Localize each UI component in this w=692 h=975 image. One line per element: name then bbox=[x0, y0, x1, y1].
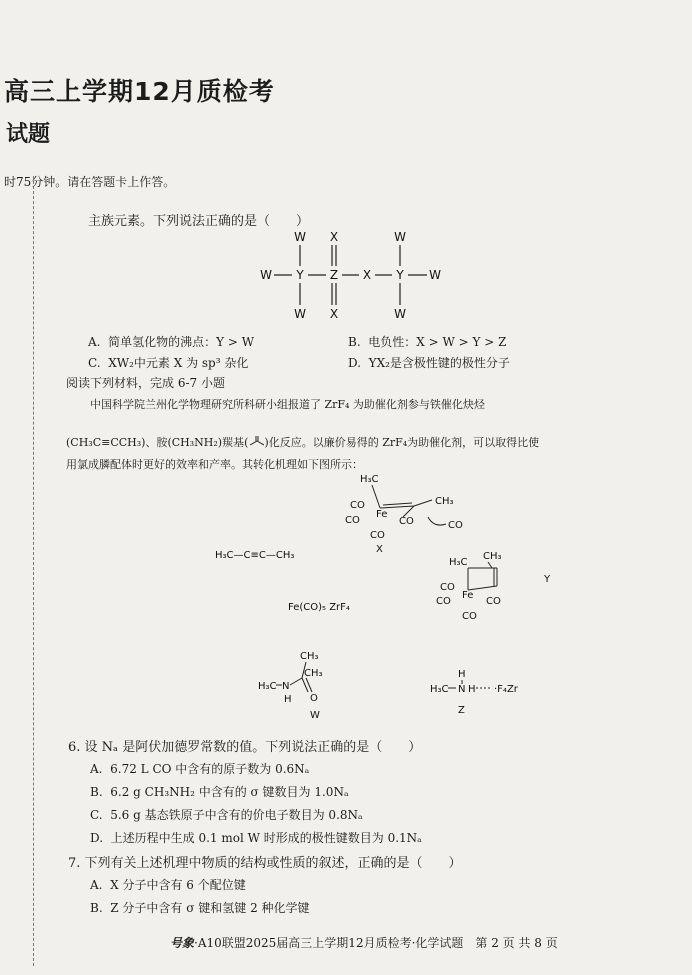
x-co-2: CO bbox=[345, 515, 360, 526]
y-ch3-left: H₃C bbox=[449, 557, 468, 568]
atom-w-top-right: W bbox=[394, 230, 406, 244]
z-h-top: H bbox=[458, 669, 466, 680]
y-co-2: CO bbox=[436, 596, 451, 607]
q5-stem: 主族元素。下列说法正确的是（ ） bbox=[88, 214, 310, 229]
x-co-3: CO bbox=[399, 516, 414, 527]
y-co-3: CO bbox=[486, 596, 501, 607]
label-z: Z bbox=[458, 705, 465, 716]
z-h3c: H₃C bbox=[430, 684, 449, 695]
passage-intro: 阅读下列材料，完成 6-7 小题 bbox=[66, 376, 225, 390]
passage-line-2: (CH₃C≡CCH₃)、胺(CH₃NH₂)羰基( )化反应。以廉价易得的 ZrF₄为助催化剂，可以取得比使 bbox=[66, 433, 539, 450]
label-x: X bbox=[376, 544, 383, 555]
z-zr: ·F₄Zr bbox=[494, 684, 518, 695]
atom-y-left: Y bbox=[296, 268, 304, 282]
q6-option-c: C. 5.6 g 基态铁原子中含有的价电子数目为 0.8Nₐ bbox=[90, 808, 363, 822]
atom-w-bottom-left: W bbox=[294, 307, 306, 321]
passage-line-1: 中国科学院兰州化学物理研究所科研小组报道了 ZrF₄ 为助催化剂参与铁催化炔烃 bbox=[90, 398, 485, 411]
q6-stem: 6. 设 Nₐ 是阿伏加德罗常数的值。下列说法正确的是（ ） bbox=[68, 740, 422, 755]
x-co-1: CO bbox=[350, 500, 365, 511]
page-footer bbox=[170, 934, 558, 951]
q5-option-b: B. 电负性：X > W > Y > Z bbox=[348, 335, 507, 349]
y-fe: Fe bbox=[462, 590, 474, 601]
binding-margin-line bbox=[33, 176, 34, 966]
q7-stem: 7. 下列有关上述机理中物质的结构或性质的叙述，正确的是（ ） bbox=[68, 856, 462, 871]
label-w: W bbox=[310, 710, 320, 721]
w-o: O bbox=[310, 693, 318, 704]
x-ch3-right: CH₃ bbox=[435, 496, 454, 507]
exam-notice: 时75分钟。请在答题卡上作答。 bbox=[4, 175, 176, 189]
atom-z-center: Z bbox=[329, 268, 339, 282]
q7-option-b: B. Z 分子中含有 σ 键和氢键 2 种化学键 bbox=[90, 901, 310, 915]
x-fe: Fe bbox=[376, 509, 388, 520]
w-n: N bbox=[282, 681, 290, 692]
x-co-free: CO bbox=[448, 520, 463, 531]
y-co-4: CO bbox=[462, 611, 477, 622]
q5-option-d: D. YX₂是含极性键的极性分子 bbox=[348, 356, 510, 370]
exam-title: 高三上学期12月质检考 bbox=[4, 77, 275, 106]
atom-y-right: Y bbox=[396, 268, 404, 282]
footer-brand-logo: 号象 bbox=[170, 936, 195, 950]
exam-subtitle: 试题 bbox=[6, 122, 51, 147]
w-h3c: H₃C bbox=[258, 681, 277, 692]
q5-structure-diagram bbox=[250, 228, 450, 322]
atom-w-right: W bbox=[429, 268, 441, 282]
q6-option-a: A. 6.72 L CO 中含有的原子数为 0.6Nₐ bbox=[90, 762, 310, 776]
carbonyl-group-icon bbox=[248, 433, 264, 449]
w-h: H bbox=[284, 694, 292, 705]
atom-w-left: W bbox=[260, 268, 272, 282]
y-ch3-right: CH₃ bbox=[483, 551, 502, 562]
passage-line-3: 用氯成膦配体时更好的效率和产率。其转化机理如下图所示： bbox=[66, 458, 363, 471]
atom-x-bottom: X bbox=[329, 307, 339, 321]
catalyst-text: Fe(CO)₅ ZrF₄ bbox=[288, 602, 350, 613]
q7-option-a: A. X 分子中含有 6 个配位键 bbox=[90, 878, 246, 892]
atom-w-bottom-right: W bbox=[394, 307, 406, 321]
w-ch3-side: CH₃ bbox=[304, 668, 323, 679]
w-ch3-top: CH₃ bbox=[300, 651, 319, 662]
atom-w-top-left: W bbox=[294, 230, 306, 244]
atom-x-top: X bbox=[329, 230, 339, 244]
z-h: H bbox=[468, 684, 476, 695]
z-n: N bbox=[458, 684, 466, 695]
mechanism-diagram bbox=[200, 470, 640, 722]
q6-option-d: D. 上述历程中生成 0.1 mol W 时形成的极性键数目为 0.1Nₐ bbox=[90, 831, 422, 845]
alkyne-formula: H₃C—C≡C—CH₃ bbox=[215, 550, 295, 561]
label-y: Y bbox=[544, 574, 551, 585]
x-co-4: CO bbox=[370, 530, 385, 541]
q6-option-b: B. 6.2 g CH₃NH₂ 中含有的 σ 键数目为 1.0Nₐ bbox=[90, 785, 349, 799]
y-co-1: CO bbox=[440, 582, 455, 593]
q5-option-a: A. 简单氢化物的沸点：Y > W bbox=[88, 335, 255, 349]
footer-text: ·A10联盟2025届高三上学期12月质检考·化学试题 第 2 页 共 8 页 bbox=[194, 936, 558, 950]
x-ch3-top: H₃C bbox=[360, 474, 379, 485]
atom-x-bridge: X bbox=[362, 268, 372, 282]
q5-option-c: C. XW₂中元素 X 为 sp³ 杂化 bbox=[88, 356, 249, 370]
